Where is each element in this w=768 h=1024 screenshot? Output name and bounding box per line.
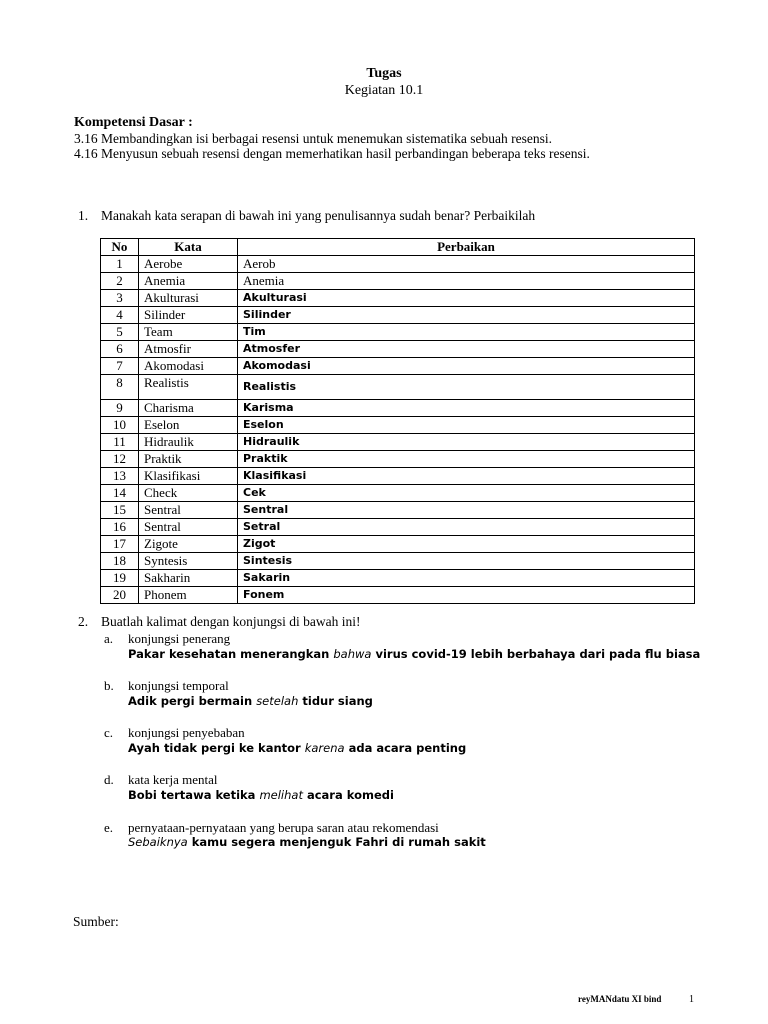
cell-no: 15 xyxy=(101,502,139,519)
answer-italic: Sebaiknya xyxy=(128,835,188,849)
table-row xyxy=(101,307,695,324)
question-number: 1. xyxy=(78,208,89,223)
option-letter: e. xyxy=(104,820,114,835)
cell-kata: Aerobe xyxy=(139,256,238,273)
cell-no: 5 xyxy=(101,324,139,341)
option-answer xyxy=(128,788,394,802)
cell-kata: Team xyxy=(139,324,238,341)
option-label: konjungsi penerang xyxy=(128,631,231,646)
cell-no: 8 xyxy=(101,375,139,400)
cell-no: 4 xyxy=(101,307,139,324)
answer-italic: melihat xyxy=(259,788,303,802)
cell-perbaikan: Fonem xyxy=(238,587,695,604)
cell-kata: Syntesis xyxy=(139,553,238,570)
option-letter: a. xyxy=(104,631,114,646)
answer-italic: setelah xyxy=(256,694,299,708)
cell-perbaikan: Setral xyxy=(238,519,695,536)
cell-kata: Akomodasi xyxy=(139,358,238,375)
option-answer xyxy=(128,741,466,755)
option-letter: b. xyxy=(104,678,114,693)
cell-no: 17 xyxy=(101,536,139,553)
cell-no: 7 xyxy=(101,358,139,375)
answer-text: Adik pergi bermain xyxy=(128,694,257,708)
cell-perbaikan: Zigot xyxy=(238,536,695,553)
option-label: konjungsi temporal xyxy=(128,678,229,693)
cell-perbaikan: Tim xyxy=(238,324,695,341)
cell-no: 9 xyxy=(101,400,139,417)
cell-no: 10 xyxy=(101,417,139,434)
table-row xyxy=(101,468,695,485)
cell-perbaikan: Akulturasi xyxy=(238,290,695,307)
cell-no: 3 xyxy=(101,290,139,307)
cell-perbaikan: Karisma xyxy=(238,400,695,417)
cell-kata: Eselon xyxy=(139,417,238,434)
table-row xyxy=(101,553,695,570)
cell-no: 6 xyxy=(101,341,139,358)
question-text: Buatlah kalimat dengan konjungsi di bawah ini! xyxy=(101,614,361,629)
cell-perbaikan: Hidraulik xyxy=(238,434,695,451)
cell-no: 12 xyxy=(101,451,139,468)
cell-perbaikan: Akomodasi xyxy=(238,358,695,375)
table-row xyxy=(101,570,695,587)
cell-perbaikan: Realistis xyxy=(238,375,695,400)
table-row xyxy=(101,358,695,375)
cell-no: 1 xyxy=(101,256,139,273)
cell-perbaikan: Anemia xyxy=(238,273,695,290)
kata-serapan-table xyxy=(100,238,695,604)
answer-text: acara komedi xyxy=(302,788,394,802)
sumber-label: Sumber: xyxy=(73,914,119,929)
cell-perbaikan: Klasifikasi xyxy=(238,468,695,485)
kata-serapan-table-wrapper xyxy=(100,238,695,604)
cell-kata: Phonem xyxy=(139,587,238,604)
cell-no: 2 xyxy=(101,273,139,290)
cell-no: 20 xyxy=(101,587,139,604)
cell-no: 13 xyxy=(101,468,139,485)
option-label: kata kerja mental xyxy=(128,772,218,787)
cell-kata: Charisma xyxy=(139,400,238,417)
option-answer xyxy=(128,694,373,708)
column-header-kata: Kata xyxy=(139,239,238,256)
cell-kata: Realistis xyxy=(139,375,238,400)
answer-text: virus covid-19 lebih berbahaya dari pada flu biasa xyxy=(371,647,701,661)
table-row xyxy=(101,290,695,307)
document-title: Tugas xyxy=(366,66,402,81)
column-header-no: No xyxy=(101,239,139,256)
question-text: Manakah kata serapan di bawah ini yang penulisannya sudah benar? Perbaikilah xyxy=(101,208,536,223)
table-row xyxy=(101,451,695,468)
cell-kata: Klasifikasi xyxy=(139,468,238,485)
table-row xyxy=(101,502,695,519)
table-row xyxy=(101,587,695,604)
cell-perbaikan: Atmosfer xyxy=(238,341,695,358)
cell-no: 16 xyxy=(101,519,139,536)
option-label: konjungsi penyebaban xyxy=(128,725,245,740)
cell-kata: Anemia xyxy=(139,273,238,290)
cell-kata: Hidraulik xyxy=(139,434,238,451)
option-answer xyxy=(128,647,700,661)
option-label: pernyataan-pernyataan yang berupa saran atau rekomendasi xyxy=(128,820,439,835)
answer-italic: karena xyxy=(304,741,345,755)
cell-kata: Zigote xyxy=(139,536,238,553)
answer-text: kamu segera menjenguk Fahri di rumah sakit xyxy=(187,835,486,849)
cell-kata: Sentral xyxy=(139,502,238,519)
cell-kata: Sakharin xyxy=(139,570,238,587)
table-row xyxy=(101,256,695,273)
document-subtitle: Kegiatan 10.1 xyxy=(344,83,424,98)
option-letter: c. xyxy=(104,725,114,740)
cell-perbaikan: Sintesis xyxy=(238,553,695,570)
question-number: 2. xyxy=(78,614,89,629)
table-row xyxy=(101,434,695,451)
cell-kata: Akulturasi xyxy=(139,290,238,307)
kompetensi-line: 4.16 Menyusun sebuah resensi dengan memerhatikan hasil perbandingan beberapa teks resensi. xyxy=(74,146,590,161)
cell-perbaikan: Eselon xyxy=(238,417,695,434)
cell-perbaikan: Sentral xyxy=(238,502,695,519)
column-header-perbaikan: Perbaikan xyxy=(238,239,695,256)
table-header-row xyxy=(101,239,695,256)
cell-perbaikan: Aerob xyxy=(238,256,695,273)
cell-perbaikan: Silinder xyxy=(238,307,695,324)
cell-kata: Check xyxy=(139,485,238,502)
table-row xyxy=(101,536,695,553)
table-row xyxy=(101,273,695,290)
cell-perbaikan: Sakarin xyxy=(238,570,695,587)
footer-text: reyMANdatu XI bind xyxy=(578,994,662,1004)
table-row xyxy=(101,375,695,400)
answer-italic: bahwa xyxy=(333,647,372,661)
cell-no: 11 xyxy=(101,434,139,451)
cell-kata: Praktik xyxy=(139,451,238,468)
answer-text: tidur siang xyxy=(298,694,373,708)
kompetensi-line: 3.16 Membandingkan isi berbagai resensi untuk menemukan sistematika sebuah resensi. xyxy=(74,131,553,146)
answer-text: Bobi tertawa ketika xyxy=(128,788,260,802)
table-row xyxy=(101,324,695,341)
cell-kata: Silinder xyxy=(139,307,238,324)
table-row xyxy=(101,485,695,502)
table-row xyxy=(101,519,695,536)
answer-text: Ayah tidak pergi ke kantor xyxy=(128,741,305,755)
page-number: 1 xyxy=(689,994,694,1005)
answer-text: Pakar kesehatan menerangkan xyxy=(128,647,334,661)
table-row xyxy=(101,400,695,417)
option-answer xyxy=(128,835,486,849)
cell-kata: Sentral xyxy=(139,519,238,536)
option-letter: d. xyxy=(104,772,114,787)
cell-perbaikan: Cek xyxy=(238,485,695,502)
kompetensi-heading: Kompetensi Dasar : xyxy=(74,115,193,130)
cell-no: 14 xyxy=(101,485,139,502)
answer-text: ada acara penting xyxy=(344,741,467,755)
cell-no: 18 xyxy=(101,553,139,570)
table-row xyxy=(101,417,695,434)
table-row xyxy=(101,341,695,358)
cell-perbaikan: Praktik xyxy=(238,451,695,468)
cell-no: 19 xyxy=(101,570,139,587)
cell-kata: Atmosfir xyxy=(139,341,238,358)
